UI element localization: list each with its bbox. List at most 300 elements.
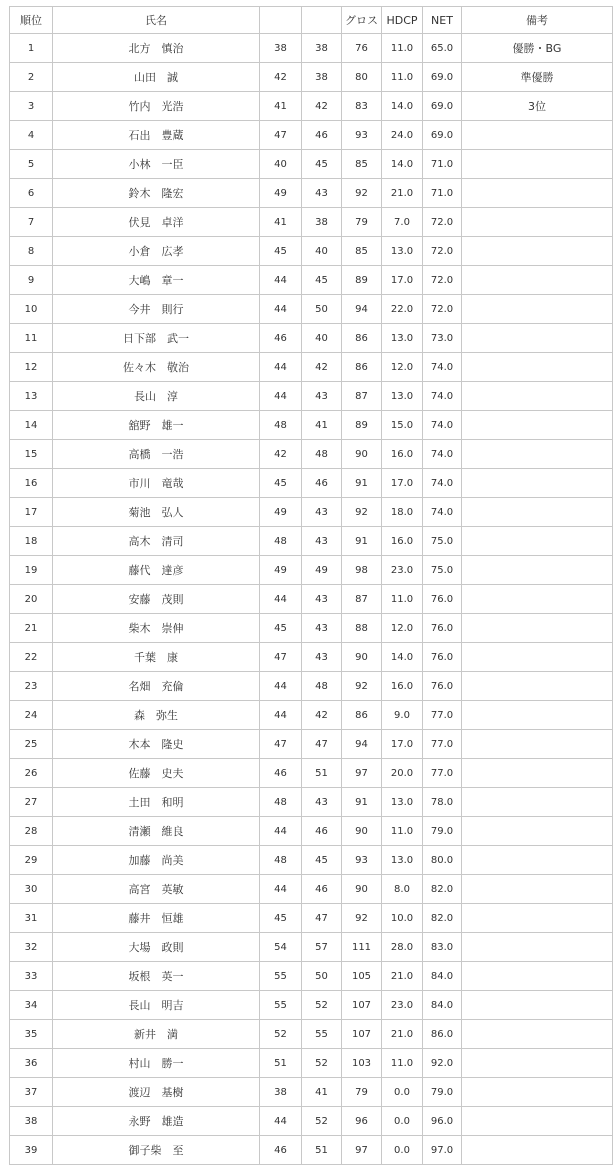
out-score-cell: 46 [260,759,302,788]
in-score-cell: 55 [302,1020,342,1049]
name-cell: 高橋 一浩 [53,440,260,469]
out-score-cell: 38 [260,1078,302,1107]
gross-cell: 88 [342,614,382,643]
out-score-cell: 47 [260,121,302,150]
gross-cell: 91 [342,527,382,556]
hdcp-cell: 11.0 [382,1049,423,1078]
out-score-cell: 42 [260,440,302,469]
header-net: NET [423,7,462,34]
out-score-cell: 45 [260,237,302,266]
gross-cell: 87 [342,585,382,614]
hdcp-cell: 16.0 [382,527,423,556]
net-cell: 72.0 [423,208,462,237]
hdcp-cell: 21.0 [382,962,423,991]
net-cell: 77.0 [423,730,462,759]
hdcp-cell: 14.0 [382,92,423,121]
out-score-cell: 49 [260,179,302,208]
in-score-cell: 43 [302,382,342,411]
hdcp-cell: 28.0 [382,933,423,962]
name-cell: 村山 勝一 [53,1049,260,1078]
note-cell: 準優勝 [462,63,613,92]
in-score-cell: 40 [302,324,342,353]
table-row [10,1136,613,1165]
gross-cell: 76 [342,34,382,63]
name-cell: 渡辺 基樹 [53,1078,260,1107]
net-cell: 73.0 [423,324,462,353]
in-score-cell: 45 [302,266,342,295]
table-row [10,643,613,672]
gross-cell: 87 [342,382,382,411]
gross-cell: 90 [342,643,382,672]
net-cell: 79.0 [423,817,462,846]
table-row [10,440,613,469]
gross-cell: 94 [342,295,382,324]
rank-cell: 19 [10,556,53,585]
in-score-cell: 40 [302,237,342,266]
in-score-cell: 42 [302,353,342,382]
out-score-cell: 44 [260,701,302,730]
out-score-cell: 42 [260,63,302,92]
out-score-cell: 44 [260,672,302,701]
name-cell: 藤代 達彦 [53,556,260,585]
name-cell: 舘野 雄一 [53,411,260,440]
hdcp-cell: 13.0 [382,788,423,817]
note-cell [462,933,613,962]
gross-cell: 94 [342,730,382,759]
in-score-cell: 48 [302,440,342,469]
out-score-cell: 52 [260,1020,302,1049]
in-score-cell: 52 [302,991,342,1020]
name-cell: 木本 隆史 [53,730,260,759]
rank-cell: 8 [10,237,53,266]
gross-cell: 90 [342,817,382,846]
in-score-cell: 46 [302,875,342,904]
rank-cell: 30 [10,875,53,904]
name-cell: 山田 誠 [53,63,260,92]
note-cell [462,759,613,788]
out-score-cell: 46 [260,324,302,353]
out-score-cell: 54 [260,933,302,962]
hdcp-cell: 18.0 [382,498,423,527]
hdcp-cell: 13.0 [382,382,423,411]
net-cell: 72.0 [423,295,462,324]
note-cell: 優勝・BG [462,34,613,63]
in-score-cell: 51 [302,1136,342,1165]
rank-cell: 35 [10,1020,53,1049]
name-cell: 鈴木 隆宏 [53,179,260,208]
gross-cell: 86 [342,324,382,353]
table-row [10,614,613,643]
rank-cell: 7 [10,208,53,237]
table-row [10,585,613,614]
net-cell: 84.0 [423,962,462,991]
header-gross: グロス [342,7,382,34]
net-cell: 65.0 [423,34,462,63]
gross-cell: 86 [342,701,382,730]
table-row [10,150,613,179]
table-row [10,266,613,295]
rank-cell: 31 [10,904,53,933]
rank-cell: 36 [10,1049,53,1078]
out-score-cell: 49 [260,498,302,527]
out-score-cell: 48 [260,788,302,817]
table-row [10,701,613,730]
gross-cell: 92 [342,672,382,701]
in-score-cell: 38 [302,34,342,63]
hdcp-cell: 13.0 [382,324,423,353]
rank-cell: 3 [10,92,53,121]
net-cell: 82.0 [423,904,462,933]
out-score-cell: 38 [260,34,302,63]
in-score-cell: 41 [302,411,342,440]
gross-cell: 107 [342,1020,382,1049]
results-table [9,6,613,1165]
net-cell: 97.0 [423,1136,462,1165]
net-cell: 69.0 [423,92,462,121]
hdcp-cell: 10.0 [382,904,423,933]
out-score-cell: 49 [260,556,302,585]
hdcp-cell: 14.0 [382,643,423,672]
table-row [10,1107,613,1136]
rank-cell: 27 [10,788,53,817]
rank-cell: 22 [10,643,53,672]
rank-cell: 25 [10,730,53,759]
net-cell: 80.0 [423,846,462,875]
note-cell [462,1136,613,1165]
name-cell: 千葉 康 [53,643,260,672]
table-row [10,411,613,440]
gross-cell: 103 [342,1049,382,1078]
name-cell: 竹内 光浩 [53,92,260,121]
header-row [10,7,613,34]
note-cell [462,208,613,237]
rank-cell: 20 [10,585,53,614]
out-score-cell: 44 [260,295,302,324]
gross-cell: 92 [342,498,382,527]
rank-cell: 33 [10,962,53,991]
rank-cell: 18 [10,527,53,556]
name-cell: 石出 豊蔵 [53,121,260,150]
table-row [10,1049,613,1078]
hdcp-cell: 11.0 [382,34,423,63]
name-cell: 高宮 英敏 [53,875,260,904]
rank-cell: 39 [10,1136,53,1165]
name-cell: 藤井 恒雄 [53,904,260,933]
rank-cell: 37 [10,1078,53,1107]
header-hdcp: HDCP [382,7,423,34]
gross-cell: 105 [342,962,382,991]
gross-cell: 83 [342,92,382,121]
hdcp-cell: 14.0 [382,150,423,179]
out-score-cell: 51 [260,1049,302,1078]
out-score-cell: 48 [260,527,302,556]
rank-cell: 21 [10,614,53,643]
name-cell: 今井 則行 [53,295,260,324]
name-cell: 柴木 崇伸 [53,614,260,643]
gross-cell: 91 [342,469,382,498]
table-row [10,92,613,121]
name-cell: 日下部 武一 [53,324,260,353]
out-score-cell: 40 [260,150,302,179]
hdcp-cell: 0.0 [382,1078,423,1107]
net-cell: 74.0 [423,469,462,498]
note-cell [462,179,613,208]
in-score-cell: 47 [302,904,342,933]
hdcp-cell: 17.0 [382,266,423,295]
gross-cell: 90 [342,440,382,469]
table-row [10,63,613,92]
name-cell: 市川 竜哉 [53,469,260,498]
hdcp-cell: 16.0 [382,672,423,701]
net-cell: 83.0 [423,933,462,962]
net-cell: 71.0 [423,179,462,208]
in-score-cell: 48 [302,672,342,701]
in-score-cell: 49 [302,556,342,585]
table-row [10,962,613,991]
note-cell [462,498,613,527]
net-cell: 72.0 [423,266,462,295]
gross-cell: 90 [342,875,382,904]
rank-cell: 24 [10,701,53,730]
out-score-cell: 44 [260,1107,302,1136]
net-cell: 75.0 [423,527,462,556]
rank-cell: 5 [10,150,53,179]
table-row [10,991,613,1020]
net-cell: 78.0 [423,788,462,817]
net-cell: 77.0 [423,701,462,730]
note-cell [462,469,613,498]
in-score-cell: 50 [302,295,342,324]
hdcp-cell: 22.0 [382,295,423,324]
header-name: 氏名 [53,7,260,34]
in-score-cell: 42 [302,92,342,121]
note-cell [462,411,613,440]
note-cell [462,846,613,875]
rank-cell: 34 [10,991,53,1020]
header-rank: 順位 [10,7,53,34]
rank-cell: 13 [10,382,53,411]
in-score-cell: 52 [302,1049,342,1078]
hdcp-cell: 17.0 [382,469,423,498]
out-score-cell: 41 [260,208,302,237]
gross-cell: 107 [342,991,382,1020]
header-in [302,7,342,34]
in-score-cell: 46 [302,469,342,498]
table-row [10,469,613,498]
in-score-cell: 41 [302,1078,342,1107]
note-cell [462,904,613,933]
gross-cell: 92 [342,904,382,933]
note-cell [462,962,613,991]
rank-cell: 23 [10,672,53,701]
net-cell: 76.0 [423,672,462,701]
table-row [10,759,613,788]
gross-cell: 85 [342,150,382,179]
note-cell [462,585,613,614]
name-cell: 坂根 英一 [53,962,260,991]
hdcp-cell: 13.0 [382,237,423,266]
table-row [10,672,613,701]
out-score-cell: 48 [260,846,302,875]
name-cell: 永野 雄造 [53,1107,260,1136]
table-row [10,1020,613,1049]
name-cell: 清瀬 維良 [53,817,260,846]
gross-cell: 89 [342,266,382,295]
header-out [260,7,302,34]
name-cell: 佐藤 史夫 [53,759,260,788]
out-score-cell: 44 [260,382,302,411]
in-score-cell: 51 [302,759,342,788]
net-cell: 76.0 [423,643,462,672]
in-score-cell: 42 [302,701,342,730]
table-row [10,382,613,411]
table-row [10,904,613,933]
gross-cell: 91 [342,788,382,817]
gross-cell: 93 [342,121,382,150]
table-row [10,788,613,817]
in-score-cell: 43 [302,585,342,614]
note-cell [462,382,613,411]
gross-cell: 96 [342,1107,382,1136]
in-score-cell: 45 [302,846,342,875]
note-cell [462,672,613,701]
hdcp-cell: 24.0 [382,121,423,150]
table-row [10,353,613,382]
hdcp-cell: 9.0 [382,701,423,730]
name-cell: 名畑 充倫 [53,672,260,701]
in-score-cell: 57 [302,933,342,962]
gross-cell: 98 [342,556,382,585]
net-cell: 92.0 [423,1049,462,1078]
name-cell: 安藤 茂則 [53,585,260,614]
hdcp-cell: 11.0 [382,817,423,846]
hdcp-cell: 12.0 [382,614,423,643]
header-note: 備考 [462,7,613,34]
name-cell: 大場 政則 [53,933,260,962]
hdcp-cell: 20.0 [382,759,423,788]
net-cell: 71.0 [423,150,462,179]
note-cell [462,266,613,295]
table-row [10,875,613,904]
name-cell: 北方 慎治 [53,34,260,63]
hdcp-cell: 13.0 [382,846,423,875]
note-cell [462,556,613,585]
net-cell: 76.0 [423,614,462,643]
table-row [10,324,613,353]
out-score-cell: 44 [260,817,302,846]
out-score-cell: 45 [260,614,302,643]
gross-cell: 85 [342,237,382,266]
net-cell: 96.0 [423,1107,462,1136]
name-cell: 長山 淳 [53,382,260,411]
hdcp-cell: 8.0 [382,875,423,904]
gross-cell: 79 [342,208,382,237]
table-row [10,498,613,527]
net-cell: 82.0 [423,875,462,904]
rank-cell: 2 [10,63,53,92]
hdcp-cell: 21.0 [382,179,423,208]
table-row [10,817,613,846]
note-cell [462,440,613,469]
name-cell: 加藤 尚美 [53,846,260,875]
in-score-cell: 43 [302,498,342,527]
hdcp-cell: 11.0 [382,63,423,92]
in-score-cell: 47 [302,730,342,759]
name-cell: 森 弥生 [53,701,260,730]
in-score-cell: 46 [302,817,342,846]
note-cell [462,875,613,904]
table-row [10,34,613,63]
table-row [10,933,613,962]
out-score-cell: 55 [260,962,302,991]
net-cell: 69.0 [423,63,462,92]
table-row [10,1078,613,1107]
gross-cell: 92 [342,179,382,208]
in-score-cell: 46 [302,121,342,150]
rank-cell: 9 [10,266,53,295]
name-cell: 小林 一臣 [53,150,260,179]
name-cell: 伏見 卓洋 [53,208,260,237]
note-cell [462,121,613,150]
rank-cell: 28 [10,817,53,846]
net-cell: 84.0 [423,991,462,1020]
net-cell: 74.0 [423,411,462,440]
hdcp-cell: 0.0 [382,1136,423,1165]
note-cell [462,1107,613,1136]
name-cell: 土田 和明 [53,788,260,817]
gross-cell: 79 [342,1078,382,1107]
table-row [10,730,613,759]
hdcp-cell: 23.0 [382,556,423,585]
table-row [10,208,613,237]
note-cell [462,527,613,556]
hdcp-cell: 0.0 [382,1107,423,1136]
out-score-cell: 44 [260,353,302,382]
net-cell: 75.0 [423,556,462,585]
rank-cell: 26 [10,759,53,788]
table-row [10,295,613,324]
rank-cell: 14 [10,411,53,440]
rank-cell: 4 [10,121,53,150]
gross-cell: 80 [342,63,382,92]
hdcp-cell: 11.0 [382,585,423,614]
net-cell: 72.0 [423,237,462,266]
table-row [10,179,613,208]
in-score-cell: 43 [302,179,342,208]
rank-cell: 29 [10,846,53,875]
out-score-cell: 44 [260,875,302,904]
note-cell [462,1049,613,1078]
gross-cell: 93 [342,846,382,875]
gross-cell: 97 [342,759,382,788]
rank-cell: 16 [10,469,53,498]
name-cell: 菊池 弘人 [53,498,260,527]
net-cell: 76.0 [423,585,462,614]
note-cell [462,643,613,672]
in-score-cell: 43 [302,643,342,672]
note-cell [462,701,613,730]
net-cell: 79.0 [423,1078,462,1107]
note-cell [462,353,613,382]
name-cell: 御子柴 至 [53,1136,260,1165]
table-row [10,846,613,875]
note-cell [462,324,613,353]
gross-cell: 89 [342,411,382,440]
rank-cell: 12 [10,353,53,382]
net-cell: 77.0 [423,759,462,788]
note-cell [462,1020,613,1049]
rank-cell: 15 [10,440,53,469]
